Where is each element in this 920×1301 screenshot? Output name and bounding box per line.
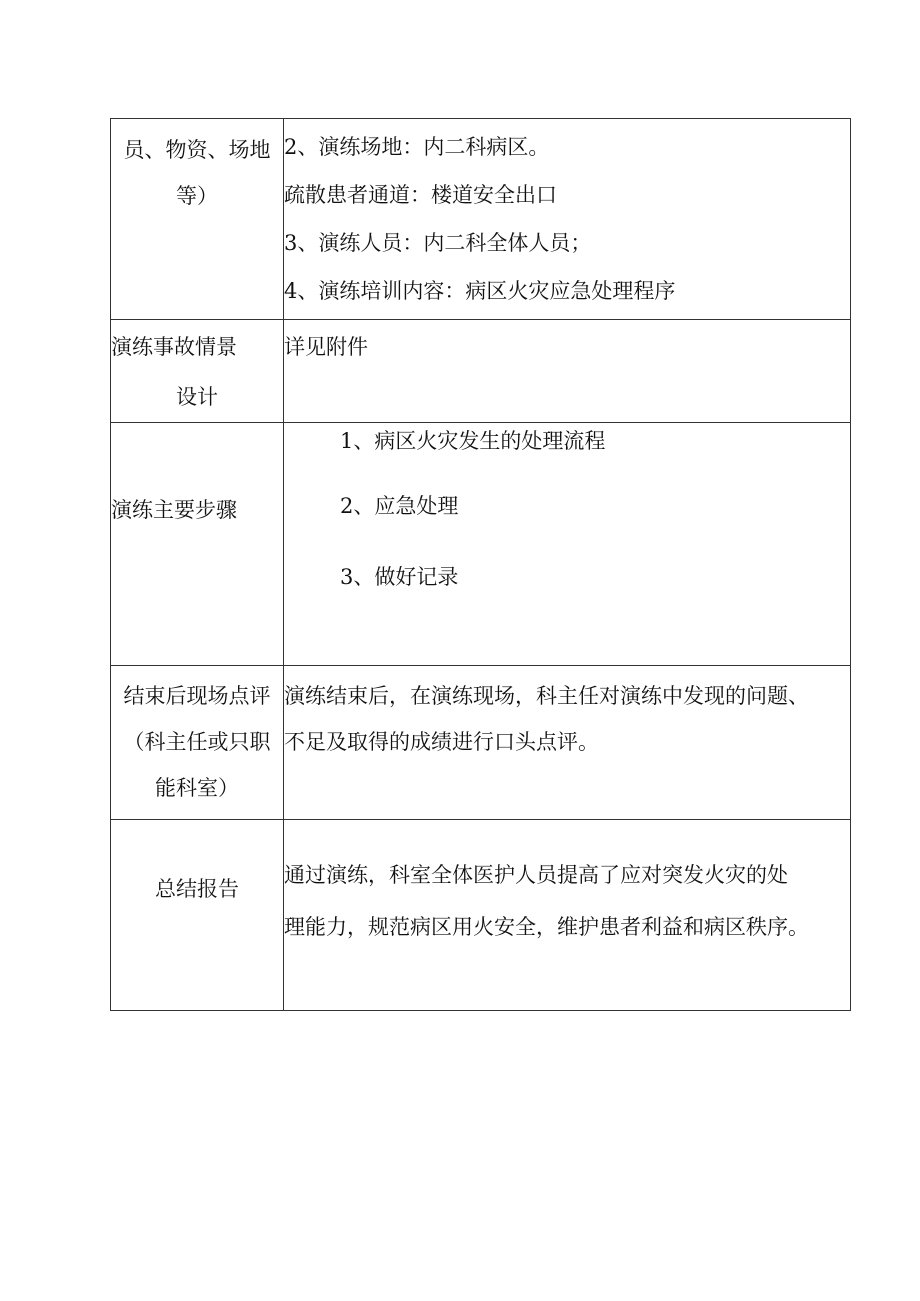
row-label-line: （科主任或只职 bbox=[123, 730, 271, 754]
row-label-cell bbox=[111, 666, 284, 820]
content-line: 演练结束后，在演练现场，科主任对演练中发现的问题、 bbox=[284, 684, 809, 708]
table-row-scenario bbox=[111, 320, 851, 423]
table-row-steps bbox=[111, 423, 851, 666]
table-row-summary bbox=[111, 820, 851, 1011]
table-row-resources bbox=[111, 119, 851, 320]
content-line: 4、演练培训内容：病区火灾应急处理程序 bbox=[284, 279, 676, 303]
row-label-line: 结束后现场点评 bbox=[123, 684, 271, 708]
content-line: 理能力，规范病区用火安全，维护患者利益和病区秩序。 bbox=[284, 915, 809, 939]
row-label-line: 总结报告 bbox=[155, 877, 239, 901]
step-line: 3、做好记录 bbox=[340, 565, 459, 589]
drill-record-table bbox=[110, 118, 851, 1011]
content-line: 2、演练场地：内二科病区。 bbox=[284, 135, 550, 159]
content-line: 不足及取得的成绩进行口头点评。 bbox=[284, 730, 599, 754]
row-label-cell bbox=[111, 423, 284, 666]
step-line: 1、病区火灾发生的处理流程 bbox=[340, 429, 606, 453]
content-line: 疏散患者通道：楼道安全出口 bbox=[284, 183, 557, 207]
row-label-line: 员、物资、场地 bbox=[123, 138, 271, 162]
row-label-line: 能科室） bbox=[155, 776, 239, 800]
row-content-cell bbox=[284, 320, 851, 423]
table-row-review bbox=[111, 666, 851, 820]
content-line: 详见附件 bbox=[284, 335, 368, 359]
content-line: 通过演练，科室全体医护人员提高了应对突发火灾的处 bbox=[284, 863, 788, 887]
step-line: 2、应急处理 bbox=[340, 494, 459, 518]
row-content-cell bbox=[284, 820, 851, 1011]
row-content-cell bbox=[284, 423, 851, 666]
row-label-cell bbox=[111, 119, 284, 320]
row-label-cell bbox=[111, 320, 284, 423]
row-label-line: 等） bbox=[176, 184, 218, 208]
content-line: 3、演练人员：内二科全体人员； bbox=[284, 231, 592, 255]
row-content-cell bbox=[284, 119, 851, 320]
row-label-cell bbox=[111, 820, 284, 1011]
row-label-line: 设计 bbox=[176, 385, 218, 409]
row-content-cell bbox=[284, 666, 851, 820]
row-label-line: 演练主要步骤 bbox=[111, 498, 237, 522]
row-label-line: 演练事故情景 bbox=[111, 335, 237, 359]
